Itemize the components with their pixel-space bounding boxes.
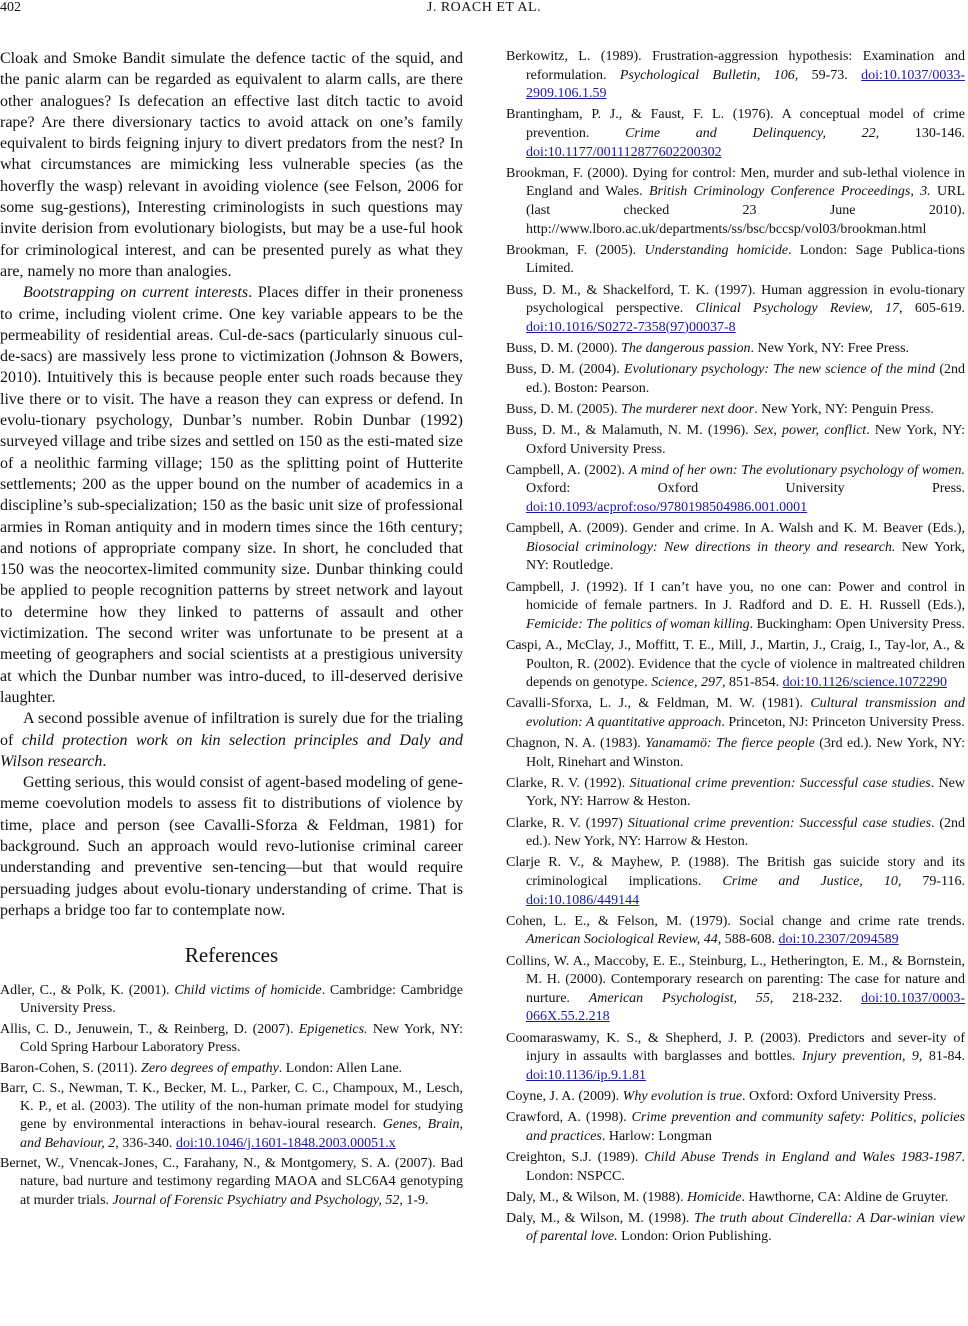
left-column [0, 48, 463, 1212]
doi-link[interactable]: doi:10.1046/j.1601-1848.2003.00051.x [175, 1135, 396, 1151]
reference-brookman-2000: Brookman, F. (2000). Dying for control: Men, murder and sub-lethal violence in England and Wales. British Criminology Conference Proceedings, 3. URL (last checked 23 June 2010). http://www.lboro.ac.uk/departments/ss/bsc/bccsp/vol03/brookman.html [506, 165, 966, 237]
reference-clarje: Clarje R. V., & Mayhew, P. (1988). The British gas suicide story and its criminological implications. Crime and Justice, 10, 79-116. doi:10.1086/449144 [506, 855, 966, 908]
reference-cohen: Cohen, L. E., & Felson, M. (1979). Social change and crime rate trends. American Sociological Review, 44, 588-608. doi:10.2307/2094589 [506, 913, 965, 948]
reference-buss-2004: Buss, D. M. (2004). Evolutionary psychology: The new science of the mind (2nd ed.). Boston: Pearson. [506, 362, 965, 396]
body-paragraph-1: Cloak and Smoke Bandit simulate the defence tactic of the squid, and the panic alarm can be regarded as equivalent to alarm calls, are there other analogues? Is defecation an effective last ditch tactic to avoid rape? Are there diversionary tactics to avoid attack on one’s family equivalent to birds feigning injury to divert predators from the nest? In what circumstances are mimicking less vulnerable species (as the hoverfly the wasp) relevant in avoiding violence (see Felson, 2006 for some sug-gestions), Interesting criminologists in such questions may invite derision from evolutionary biologists, but may be a use-ful hook for criminological interest, and can be presented purely as what they are, namely no more than analogies. [0, 50, 463, 280]
body-paragraph-4: Getting serious, this would consist of agent-based modeling of gene-meme coevolution models to assess fit to distributions of violence by time, place and person (see Cavalli-Sforza & Feldman, 1981) for background. Such an approach would revo-lutionise criminal career understanding and preventive sen-tencing—but that would require persuading judges about evolu-tionary understanding of crime. That is perhaps a bridge too far to contemplate now. [0, 774, 463, 919]
reference-baron-cohen: Baron-Cohen, S. (2011). Zero degrees of empathy. London: Allen Lane. [0, 1060, 403, 1076]
reference-brookman-2005: Brookman, F. (2005). Understanding homicide. London: Sage Publica-tions Limited. [506, 242, 965, 277]
reference-clarke-1997: Clarke, R. V. (1997) Situational crime prevention: Successful case studies. (2nd ed.). New York, NY: Harrow & Heston. [506, 815, 965, 850]
reference-berkowitz: Berkowitz, L. (1989). Frustration-aggression hypothesis: Examination and reformulation. Psychological Bulletin, 106, 59-73. doi:10.1037/0033-2909.106.1.59 [506, 49, 965, 102]
bootstrapping-lead: Bootstrapping on current interests [23, 284, 249, 302]
doi-link[interactable]: doi:10.1126/science.1072290 [782, 675, 947, 691]
reference-barr: Barr, C. S., Newman, T. K., Becker, M. L., Parker, C. C., Champoux, M., Lesch, K. P., et al. (2003). The utility of the non-human primate model for studying gene by environmental interactions in behav-ioural research. Genes, Brain, and Behaviour, 2, 336-340. doi:10.1046/j.1601-1848.2003.00051.x [0, 1081, 463, 1151]
reference-creighton: Creighton, S.J. (1989). Child Abuse Trends in England and Wales 1983-1987. London: NSPCC. [506, 1149, 965, 1184]
reference-caspi: Caspi, A., McClay, J., Moffitt, T. E., Mill, J., Martin, J., Craig, I., Tay-lor, A., & Poulton, R. (2002). Evidence that the cycle of violence in maltreated children depends on genotype. Science, 297, 851-854. doi:10.1126/science.1072290 [506, 637, 965, 691]
body-paragraph-3: A second possible avenue of infiltration is surely due for the trialing of child protection work on kin selection principles and Daly and Wilson research. [0, 710, 463, 770]
reference-coyne: Coyne, J. A. (2009). Why evolution is true. Oxford: Oxford University Press. [506, 1088, 937, 1104]
doi-link[interactable]: doi:10.1136/ip.9.1.81 [526, 1067, 647, 1083]
reference-daly-1998: Daly, M., & Wilson, M. (1998). The truth about Cinderella: A Dar-winian view of parental love. London: Orion Publishing. [506, 1210, 966, 1245]
reference-allis: Allis, C. D., Jenuwein, T., & Reinberg, D. (2007). Epigenetics. New York, NY: Cold Spring Harbour Laboratory Press. [0, 1021, 463, 1056]
reference-campbell-2009: Campbell, A. (2009). Gender and crime. In A. Walsh and K. M. Beaver (Eds.), Biosocial criminology: New directions in theory and research. New York, NY: Routledge. [506, 521, 965, 574]
reference-buss-2000: Buss, D. M. (2000). The dangerous passion. New York, NY: Free Press. [506, 340, 910, 356]
reference-buss-2005: Buss, D. M. (2005). The murderer next door. New York, NY: Penguin Press. [506, 401, 934, 417]
reference-buss-1997: Buss, D. M., & Shackelford, T. K. (1997). Human aggression in evolu-tionary psychological perspective. Clinical Psychology Review, 17, 605-619. doi:10.1016/S0272-7358(97)00037-8 [506, 282, 965, 335]
reference-cavalli-sforza: Cavalli-Sforxa, L. J., & Feldman, M. W. (1981). Cultural transmission and evolution: A quantitative approach. Princeton, NJ: Princeton University Press. [506, 696, 965, 730]
reference-brantingham: Brantingham, P. J., & Faust, F. L. (1976). A conceptual model of crime prevention. Crime and Delinquency, 22, 130-146. doi:10.1177/001112877602200302 [506, 107, 965, 160]
doi-link[interactable]: doi:10.1093/acprof:oso/9780198504986.001.0001 [526, 500, 808, 515]
doi-link[interactable]: doi:10.1177/001112877602200302 [526, 144, 722, 160]
reference-campbell-2002: Campbell, A. (2002). A mind of her own: The evolutionary psychology of women. Oxford: Oxford University Press. doi:10.1093/acprof:oso/9780198504986.001.0001 [506, 462, 966, 515]
reference-campbell-1992: Campbell, J. (1992). If I can’t have you, no one can: Power and control in homicide of female partners. In J. Radford and D. E. H. Russell (Eds.), Femicide: The politics of woman killing. Buckingham: Open University Press. [506, 579, 965, 632]
reference-clarke-1992: Clarke, R. V. (1992). Situational crime prevention: Successful case studies. New York, NY: Harrow & Heston. [506, 775, 965, 810]
doi-link[interactable]: doi:10.1086/449144 [526, 892, 640, 908]
reference-collins: Collins, W. A., Maccoby, E. E., Steinburg, L., Hetherington, E. M., & Bornstein, M. H. (2000). Contemporary research on parenting: The case for nature and nurture. American Psychologist, 55, 218-232. doi:10.1037/0003-066X.55.2.218 [506, 953, 965, 1025]
running-head: J. ROACH ET AL. [426, 0, 542, 15]
reference-buss-1996: Buss, D. M., & Malamuth, N. M. (1996). Sex, power, conflict. New York, NY: Oxford University Press. [506, 423, 965, 457]
page-number: 402 [0, 0, 21, 15]
reference-bernet: Bernet, W., Vnencak-Jones, C., Farahany, N., & Montgomery, S. A. (2007). Bad nature, bad nurture and testimony regarding MAOA and SLC6A4 genotyping at murder trials. Journal of Forensic Psychiatry and Psychology, 52, 1-9. [0, 1156, 463, 1208]
reference-adler: Adler, C., & Polk, K. (2001). Child victims of homicide. Cambridge: Cambridge University Press. [0, 983, 463, 1017]
right-column [506, 48, 965, 1250]
reference-chagnon: Chagnon, N. A. (1983). Yanamamö: The fierce people (3rd ed.). New York, NY: Holt, Rinehart and Winston. [506, 736, 965, 770]
references-heading: References [184, 943, 279, 968]
reference-coomaraswamy: Coomaraswamy, K. S., & Shepherd, J. P. (2003). Predictors and sever-ity of injury in assaults with barglasses and bottles. Injury prevention, 9, 81-84. doi:10.1136/ip.9.1.81 [506, 1030, 965, 1083]
reference-crawford: Crawford, A. (1998). Crime prevention and community safety: Politics, policies and practices. Harlow: Longman [506, 1110, 966, 1144]
doi-link[interactable]: doi:10.1037/0033-2909.106.1.59 [526, 67, 965, 102]
doi-link[interactable]: doi:10.1016/S0272-7358(97)00037-8 [526, 319, 736, 335]
doi-link[interactable]: doi:10.2307/2094589 [778, 932, 899, 948]
body-paragraph-2: Bootstrapping on current interests. Places differ in their proneness to crime, including violent crime. One key variable appears to be the permeability of residential areas. Cul-de-sacs (particularly sinuous cul-de-sacs) are massively less prone to victimization (Johnson & Bowers, 2010). Intuitively this is because people enter such roads because they live there or to visit. The have a reason they can express or defend. In evolu-tionary psychology, Dunbar’s number. Robin Dunbar (1992) surveyed village and tribe sizes and settled on 150 as the esti-mated size of a neolithic farming village; 150 as the splitting point of Hutterite settlements; 200 as the upper bound on the number of academics in a discipline’s sub-specialization; 150 as the basic unit size of professional armies in Roman antiquity and in modern times since the 16th century; and notions of appropriate company size. In short, he concluded that 150 was the neocortex-limited community size. Dunbar thinking could be applied to people recognition patterns by street network and layout to determine how they linked to patterns of assault and other victimization. The second writer was unfortunate to be present at a meeting of geographers and social scientists at a prestigious university at which the Dunbar number was intro-duced, to ill-deserved derisive laughter. [0, 284, 463, 706]
reference-daly-1988: Daly, M., & Wilson, M. (1988). Homicide. Hawthorne, CA: Aldine de Gruyter. [506, 1189, 949, 1205]
page-header [0, 0, 968, 24]
doi-link[interactable]: doi:10.1037/0003-066X.55.2.218 [526, 990, 965, 1025]
